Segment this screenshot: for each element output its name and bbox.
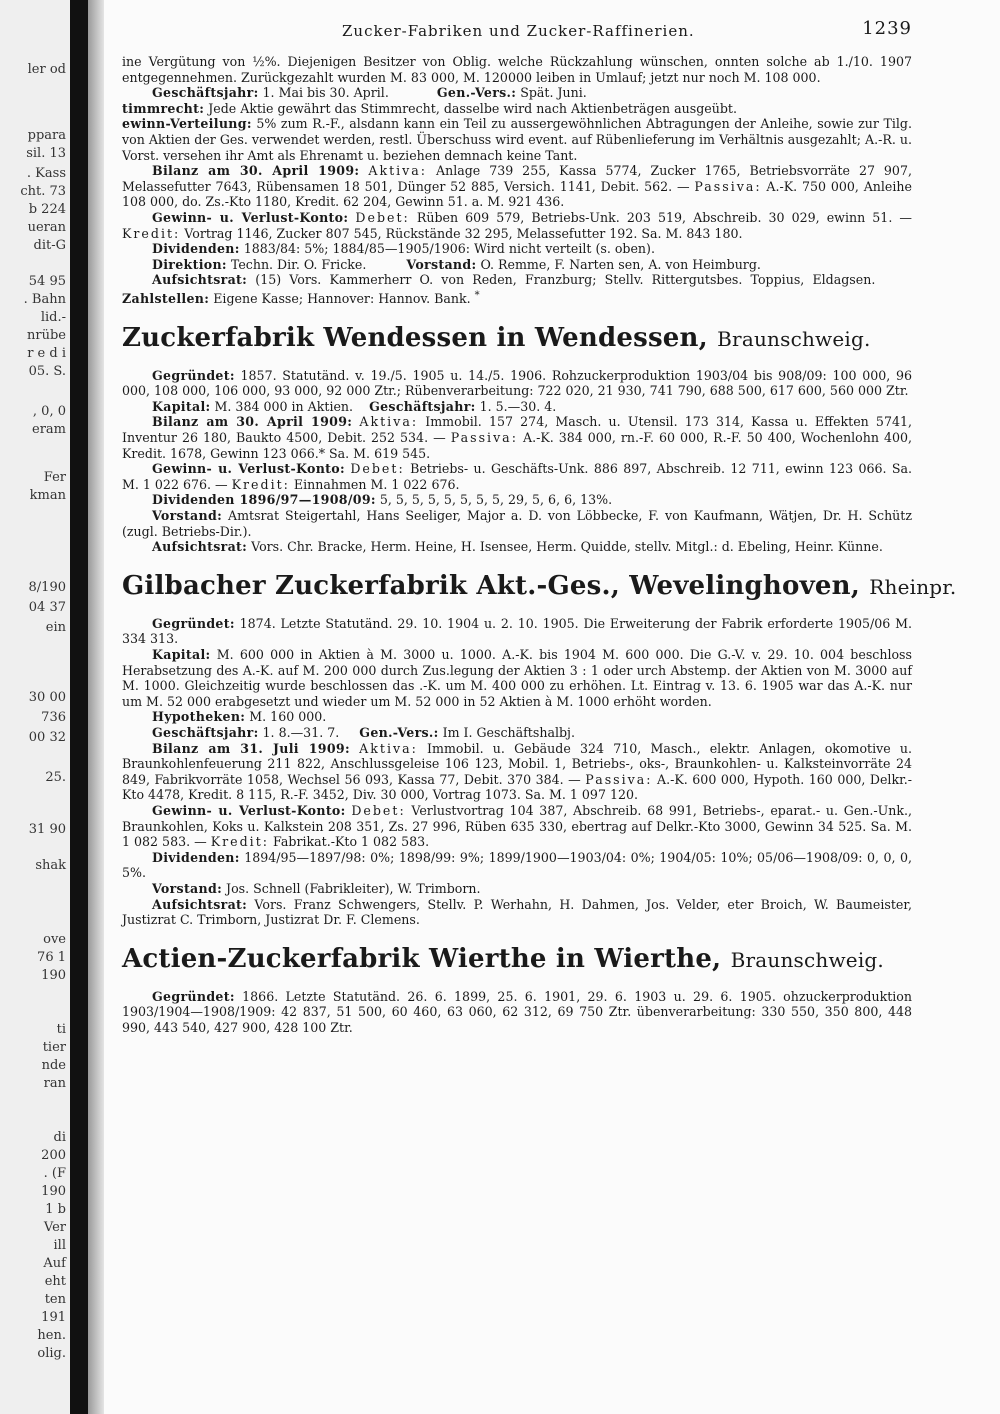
entry-title	[122, 944, 912, 975]
founded-text: 1866. Letzte Statutänd. 26. 6. 1899, 25. 6. 1901, 29. 6. 1903 u. 29. 6. 1905. ohzuckerproduktion 1903/1904—1908/1909: 42 837, 51 500, 60 460, 63 060, 62 312, 69 750 Ztr. übenverarbeitung: 330 550, 350 800, 448 990, 443 540, 427 900, 428 100 Ztr.	[122, 988, 912, 1035]
board-label: Vorstand:	[152, 880, 223, 896]
facing-page-text-fragment: hen.	[37, 1328, 66, 1343]
fiscal-year-line	[122, 725, 912, 741]
debit-text: Betriebs- u. Geschäfts-Unk. 886 897, Abschreib. 12 711, ewinn 123 066. Sa. M. 1 022 676. —	[122, 461, 913, 492]
paying-agents-label: Zahlstellen:	[122, 291, 210, 307]
capital-label: Kapital:	[152, 647, 211, 662]
facing-page-text-fragment: 76 1	[37, 950, 66, 965]
fiscal-year-line	[122, 85, 912, 101]
entry-wierthe	[122, 944, 912, 1036]
dividends-text: 5, 5, 5, 5, 5, 5, 5, 5, 29, 5, 6, 6, 13%.	[379, 492, 613, 508]
facing-page-text-fragment: 25.	[45, 770, 66, 785]
facing-page-text-fragment: ueran	[27, 220, 66, 235]
balance-line	[122, 163, 912, 210]
dividends-line	[122, 492, 912, 508]
board-line	[122, 508, 912, 539]
dividends-label: Dividenden:	[152, 241, 240, 257]
facing-page-text-fragment: 736	[41, 710, 66, 725]
facing-page-text-fragment: ten	[44, 1292, 66, 1307]
board-label: Vorstand:	[152, 508, 223, 524]
mortgages-line	[122, 709, 912, 725]
supervisory-board-line	[122, 272, 912, 306]
general-meeting-text: Im I. Geschäftshalbj.	[442, 724, 575, 740]
facing-page-text-fragment: 00 32	[28, 730, 66, 745]
facing-page-text-fragment: olig.	[37, 1346, 66, 1361]
facing-page-text-fragment: 04 37	[28, 600, 66, 615]
entry-title-name: Gilbacher Zuckerfabrik Akt.-Ges., Wevelinghoven,	[122, 570, 860, 601]
facing-page-text-fragment: 54 95	[28, 274, 66, 289]
facing-page-text-fragment: 30 00	[28, 690, 66, 705]
fiscal-year-label: Geschäftsjahr:	[369, 398, 476, 414]
facing-page-text-fragment: . Bahn	[23, 292, 66, 307]
facing-page-text-fragment: b 224	[28, 202, 66, 217]
founded-line	[122, 989, 912, 1036]
profit-distribution-text: 5% zum R.-F., alsdann kann ein Teil zu aussergewöhnlichen Abtragungen der Anleihe, sowie zur Tilg. von Aktien der Ges. verwendet werden, restl. Überschuss wird event. auf Rübenlieferung im Verhältnis ausgezahlt; A.-R. u. Vorst. versehen ihr Amt als Ehrenamt u. beziehen demnach keine Tant.	[122, 116, 912, 163]
debit-text: Rüben 609 579, Betriebs-Unk. 203 519, Abschreib. 30 029, ewinn 51. —	[416, 209, 912, 225]
facing-page-text-fragment: ran	[43, 1076, 66, 1091]
entry-title-region: Rheinpr.	[869, 574, 957, 599]
facing-page-text-fragment: ti	[56, 1022, 66, 1037]
facing-page-text-fragment: lid.-	[40, 310, 66, 325]
facing-page-text-fragment: ler od	[27, 62, 66, 77]
book-gutter	[70, 0, 88, 1414]
profit-loss-line	[122, 210, 912, 241]
balance-label: Bilanz am 30. April 1909:	[152, 163, 360, 179]
facing-page-text-fragment: 31 90	[28, 822, 66, 837]
board-text: Amtsrat Steigertahl, Hans Seeliger, Major a. D. von Löbbecke, F. von Kaufmann, Wätjen, Dr. H. Schütz (zugl. Betriebs-Dir.).	[122, 508, 912, 539]
capital-line	[122, 399, 912, 415]
founded-line	[122, 368, 912, 399]
facing-page-text-fragment: 191	[41, 1310, 66, 1325]
facing-page-text-fragment: ein	[45, 620, 66, 635]
supervisory-board-text: (15) Vors. Kammerherr O. von Reden, Franzburg; Stellv. Rittergutsbes. Toppius, Eldagsen.	[255, 272, 876, 288]
assets-label: Aktiva:	[368, 163, 428, 179]
general-meeting-label: Gen.-Vers.:	[359, 724, 439, 740]
direction-text: Techn. Dir. O. Fricke.	[230, 256, 367, 272]
debit-label: Debet:	[351, 802, 406, 818]
facing-page-text-fragment: Fer	[43, 470, 66, 485]
assets-label: Aktiva:	[359, 414, 419, 430]
credit-label: Kredit:	[210, 834, 269, 850]
facing-page-text-fragment: sil. 13	[26, 146, 66, 161]
facing-page-text-fragment: Auf	[43, 1256, 66, 1271]
general-meeting-text: Spät. Juni.	[520, 85, 587, 101]
book-page	[104, 0, 1000, 1414]
entry-title-name: Actien-Zuckerfabrik Wierthe in Wierthe,	[122, 943, 722, 974]
profit-loss-label: Gewinn- u. Verlust-Konto:	[152, 802, 346, 818]
entry-title	[122, 570, 957, 602]
facing-page-text-fragment: nde	[41, 1058, 66, 1073]
supervisory-board-text: Vors. Franz Schwengers, Stellv. P. Werhahn, H. Dahmen, Jos. Velder, eter Broich, W. Baumeister, Justizrat C. Trimborn, Justizrat Dr. F. Clemens.	[122, 896, 912, 928]
credit-label: Kredit:	[122, 225, 181, 241]
credit-text: Vortrag 1146, Zucker 807 545, Rückstände 32 295, Melassefutter 192. Sa. M. 843 180.	[184, 225, 743, 241]
facing-page-text-fragment: 190	[41, 968, 66, 983]
dividends-line	[122, 241, 912, 257]
supervisory-board-line	[122, 539, 912, 555]
balance-label: Bilanz am 30. April 1909:	[152, 414, 353, 430]
assets-text: Immobil. 157 274, Masch. u. Utensil. 173 314, Kassa u. Effekten 5741, Inventur 26 180, Baukto 4500, Debit. 252 534. —	[122, 414, 912, 446]
founded-label: Gegründet:	[152, 988, 235, 1004]
facing-page-text-fragment: eram	[32, 422, 66, 437]
profit-loss-line	[122, 461, 912, 492]
fiscal-year-label: Geschäftsjahr:	[152, 85, 259, 101]
fiscal-year-text: 1. 5.—30. 4.	[479, 398, 557, 414]
liabilities-label: Passiva:	[694, 178, 762, 194]
facing-page-text-fragment: . (F	[43, 1166, 66, 1181]
voting-right-label: timmrecht:	[122, 100, 205, 116]
dividends-label: Dividenden:	[152, 849, 240, 865]
obligation-note: ine Vergütung von ½%. Diejenigen Besitzer von Oblig. welche Rückzahlung wünschen, onnten solche ab 1./10. 1907 entgegennehmen. Zurückgezahlt wurden M. 83 000, M. 120000 leiben in Umlauf; jetzt nur noch M. 108 000.	[122, 54, 912, 85]
general-meeting-label: Gen.-Vers.:	[436, 85, 517, 101]
facing-page-text-fragment: 200	[41, 1148, 66, 1163]
voting-right-text: Jede Aktie gewährt das Stimmrecht, dasselbe wird nach Aktienbeträgen ausgeübt.	[208, 100, 737, 116]
supervisory-board-label: Aufsichtsrat:	[152, 272, 248, 288]
facing-page-text-fragment: r e d i	[27, 346, 66, 361]
debit-label: Debet:	[355, 209, 410, 225]
liabilities-label: Passiva:	[450, 430, 518, 446]
voting-right-line	[122, 101, 912, 117]
profit-loss-label: Gewinn- u. Verlust-Konto:	[152, 461, 345, 477]
debit-label: Debet:	[350, 461, 405, 477]
profit-loss-line	[122, 803, 912, 850]
page-content	[122, 14, 957, 1035]
entry-title-region: Braunschweig.	[730, 947, 884, 972]
assets-label: Aktiva:	[359, 740, 418, 756]
credit-text: Einnahmen M. 1 022 676.	[293, 476, 460, 492]
facing-page-text-fragment: tier	[42, 1040, 66, 1055]
board-label: Vorstand:	[406, 256, 477, 272]
founded-text: 1857. Statutänd. v. 19./5. 1905 u. 14./5. 1906. Rohzuckerproduktion 1903/04 bis 908/09: 100 000, 96 000, 108 000, 106 000, 93 000, 92 000 Ztr.; Rübenverarbeitung: 722 020, 21 930, 741 790, 688 500, 617 600, 560 000 Ztr.	[122, 367, 912, 399]
facing-page-text-fragment: shak	[35, 858, 66, 873]
profit-loss-label: Gewinn- u. Verlust-Konto:	[152, 209, 349, 225]
liabilities-label: Passiva:	[585, 771, 653, 787]
fiscal-year-label: Geschäftsjahr:	[152, 724, 259, 740]
dividends-line	[122, 850, 912, 881]
supervisory-board-text: Vors. Chr. Bracke, Herm. Heine, H. Isensee, Herm. Quidde, stellv. Mitgl.: d. Ebeling, Heinr. Künne.	[251, 539, 883, 555]
assets-text: Immobil. u. Gebäude 324 710, Masch., elektr. Anlagen, okomotive u. Braunkohlenfeuerung 211 822, Anschlussgeleise 106 123, Mobil. 1, Betriebs-, oks-, Braunkohlen- u. Kalksteinvorräte 24 849, Fabrikvorräte 1058, Wechsel 56 093, Kassa 77, Debit. 370 384. —	[122, 740, 912, 787]
direction-label: Direktion:	[152, 256, 227, 272]
facing-page-text-fragment: di	[53, 1130, 66, 1145]
capital-label: Kapital:	[152, 398, 211, 414]
entry-title-name: Zuckerfabrik Wendessen in Wendessen,	[122, 322, 708, 353]
facing-page-text-fragment: dit-G	[33, 238, 66, 253]
liabilities-text: A.-K. 600 000, Hypoth. 160 000, Delkr.-Kto 4478, Kredit. 8 115, R.-F. 3452, Div. 30 000, Vortrag 1073. Sa. M. 1 097 120.	[122, 771, 912, 803]
capital-text: M. 600 000 in Aktien à M. 3000 u. 1000. A.-K. bis 1904 M. 600 000. Die G.-V. v. 29. 10. 004 beschloss Herabsetzung des A.-K. auf M. 200 000 durch Zus.legung der Aktien 3 : 1 oder urch Abstemp. der Aktien von M. 3000 auf M. 1000. Gleichzeitig wurde beschlossen das .-K. um M. 400 000 zu erhöhen. Lt. Eintrag v. 13. 6. 1905 war das A.-K. nur um M. 52 000 erabgesetzt und wieder um M. 52 000 in 52 Aktien à M. 1000 erhöht worden.	[122, 647, 912, 709]
previous-entry-continuation	[122, 54, 912, 307]
credit-text: Fabrikat.-Kto 1 082 583.	[273, 834, 430, 850]
founded-line	[122, 616, 912, 647]
facing-page-text-fragment: , 0, 0	[32, 404, 66, 419]
supervisory-board-label: Aufsichtsrat:	[152, 539, 248, 555]
founded-label: Gegründet:	[152, 367, 235, 383]
management-line	[122, 257, 912, 273]
paying-agents-text: Eigene Kasse; Hannover: Hannov. Bank.	[213, 291, 471, 307]
entry-wendessen	[122, 323, 912, 555]
facing-page-text-fragment: 190	[41, 1184, 66, 1199]
capital-line	[122, 647, 912, 709]
facing-page-text-fragment: Ver	[43, 1220, 66, 1235]
mortgages-label: Hypotheken:	[152, 709, 246, 725]
footnote-star: *	[474, 289, 480, 301]
facing-page-text-fragment: ove	[43, 932, 66, 947]
debit-text: Verlustvortrag 104 387, Abschreib. 68 991, Betriebs-, eparat.- u. Gen.-Unk., Braunkohlen, Koks u. Kalkstein 208 351, Zs. 27 996, Rüben 635 330, ebertrag auf Delkr.-Kto 3000, Gewinn 34 525. Sa. M. 1 082 583. —	[122, 802, 913, 850]
fiscal-year-text: 1. Mai bis 30. April.	[262, 85, 389, 101]
page-header	[122, 14, 912, 54]
balance-line	[122, 414, 912, 461]
balance-label: Bilanz am 31. Juli 1909:	[152, 740, 350, 756]
supervisory-board-line	[122, 897, 912, 928]
facing-page-fragment	[0, 0, 70, 1414]
facing-page-text-fragment: 1 b	[45, 1202, 66, 1217]
facing-page-text-fragment: 8/190	[28, 580, 66, 595]
founded-text: 1874. Letzte Statutänd. 29. 10. 1904 u. 2. 10. 1905. Die Erweiterung der Fabrik erforderte 1905/06 M. 334 313.	[122, 615, 912, 647]
capital-text: M. 384 000 in Aktien.	[214, 398, 354, 414]
liabilities-text: A.-K. 750 000, Anleihe 108 000, do. Zs.-Kto 1180, Kredit. 62 204, Gewinn 51. a. M. 921 436.	[122, 178, 912, 210]
liabilities-text: A.-K. 384 000, rn.-F. 60 000, R.-F. 50 400, Wochenlohn 400, Kredit. 1678, Gewinn 123 066.* Sa. M. 619 545.	[122, 430, 912, 461]
balance-line	[122, 741, 912, 803]
mortgages-text: M. 160 000.	[249, 709, 327, 725]
profit-distribution-label: ewinn-Verteilung:	[122, 116, 252, 132]
dividends-label: Dividenden 1896/97—1908/09:	[152, 492, 376, 508]
board-text: O. Remme, F. Narten sen, A. von Heimburg.	[480, 256, 761, 272]
entry-title	[122, 323, 912, 354]
facing-page-text-fragment: ill	[53, 1238, 66, 1253]
board-line	[122, 881, 912, 897]
page-number: 1239	[862, 18, 912, 39]
assets-text: Anlage 739 255, Kassa 5774, Zucker 1765, Betriebsvorräte 27 907, Melassefutter 7643, Rübensamen 18 501, Dünger 52 885, Versich. 1141, Debit. 562. —	[122, 163, 912, 194]
dividends-text: 1894/95—1897/98: 0%; 1898/99: 9%; 1899/1900—1903/04: 0%; 1904/05: 10%; 05/06—1908/09: 0, 0, 0, 5%.	[122, 849, 912, 881]
entry-title-region: Braunschweig.	[717, 326, 871, 351]
gutter-shadow	[88, 0, 104, 1414]
dividends-text: 1883/84: 5%; 1884/85—1905/1906: Wird nicht verteilt (s. oben).	[243, 241, 655, 257]
supervisory-board-label: Aufsichtsrat:	[152, 896, 248, 912]
facing-page-text-fragment: kman	[29, 488, 66, 503]
facing-page-text-fragment: eht	[44, 1274, 66, 1289]
facing-page-text-fragment: nrübe	[27, 328, 66, 343]
facing-page-text-fragment: 05. S.	[28, 364, 66, 379]
profit-distribution-line	[122, 116, 912, 163]
entry-gilbacher	[122, 570, 957, 928]
facing-page-text-fragment: cht. 73	[20, 184, 66, 199]
running-title: Zucker-Fabriken und Zucker-Raffinerien.	[342, 22, 695, 40]
facing-page-text-fragment: . Kass	[26, 166, 66, 181]
credit-label: Kredit:	[231, 476, 290, 492]
founded-label: Gegründet:	[152, 615, 235, 631]
facing-page-text-fragment: ppara	[27, 128, 66, 143]
board-text: Jos. Schnell (Fabrikleiter), W. Trimborn.	[226, 880, 481, 896]
fiscal-year-text: 1. 8.—31. 7.	[262, 724, 340, 740]
